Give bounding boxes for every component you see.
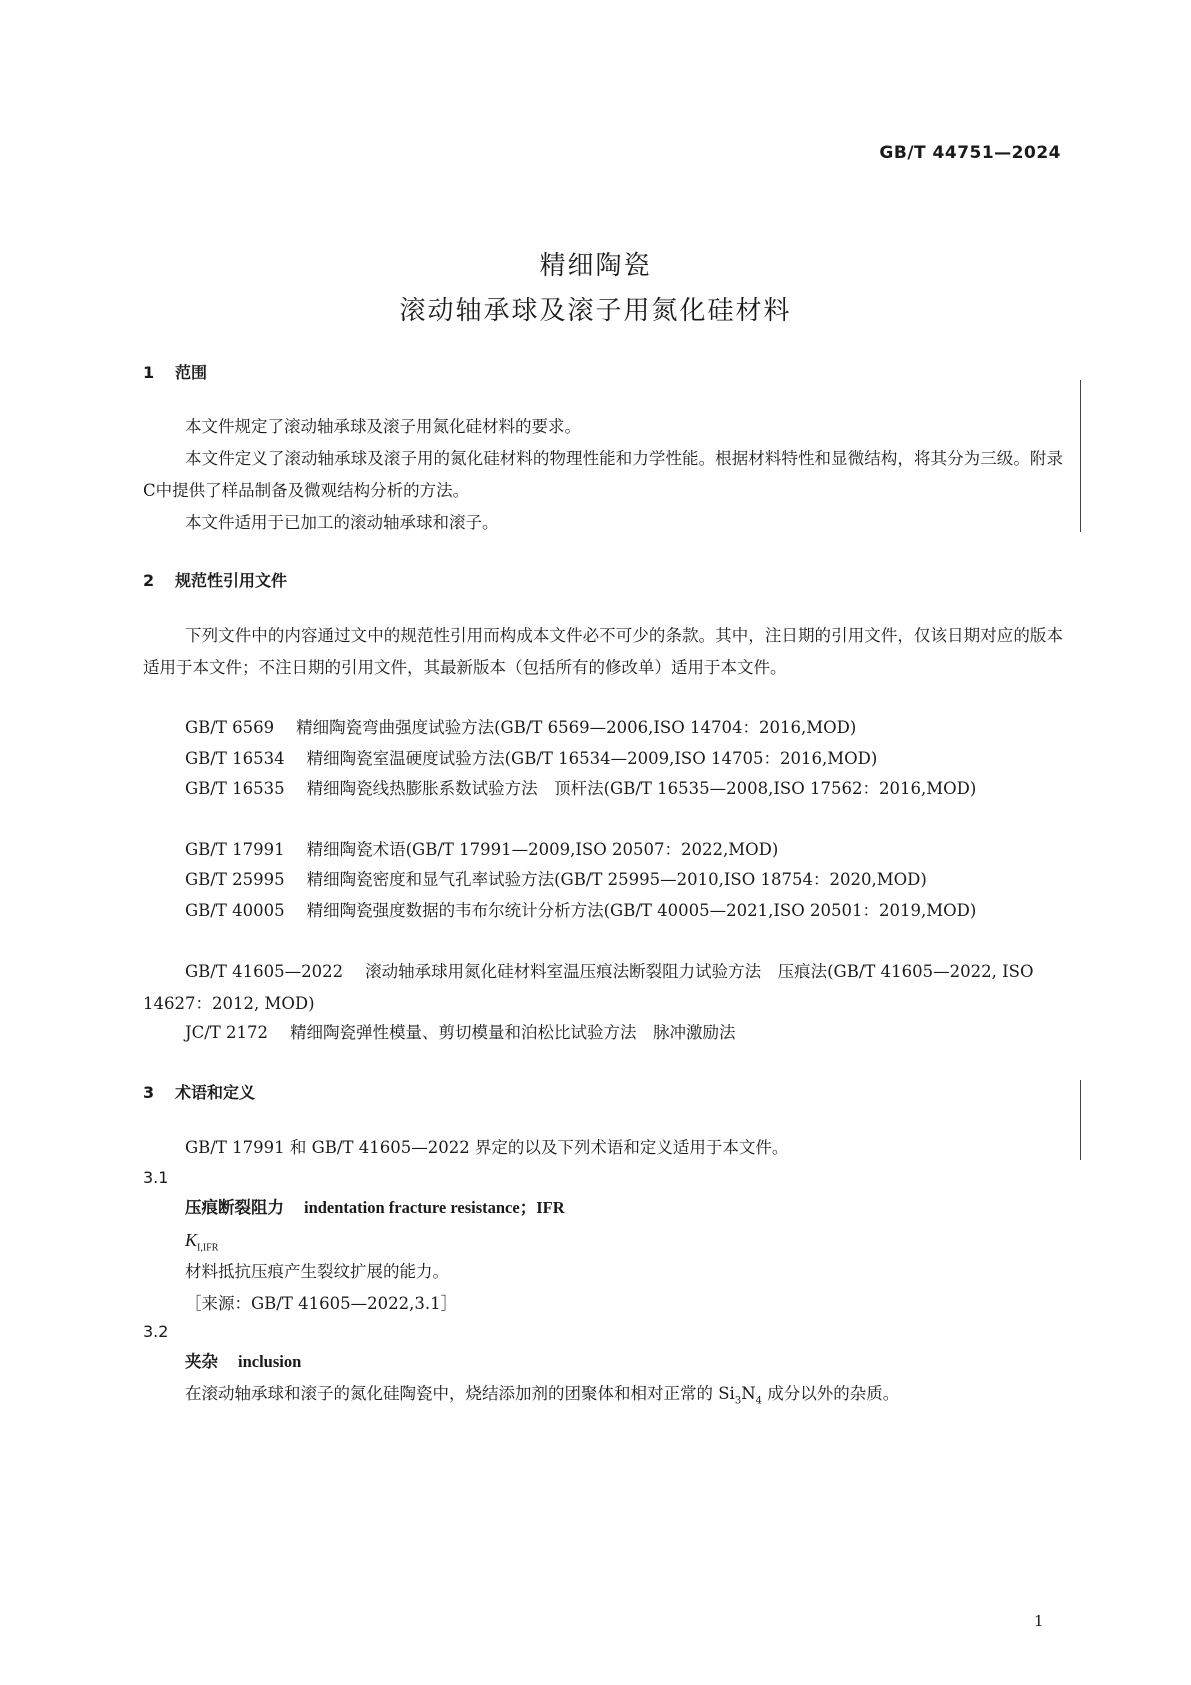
section-title: 范围 [175, 363, 208, 382]
reference-item [143, 743, 1063, 775]
reference-item [143, 773, 1063, 805]
reference-code: GB/T 25995 [185, 870, 285, 889]
reference-item [143, 834, 1063, 866]
paragraph: 下列文件中的内容通过文中的规范性引用而构成本文件必不可少的条款。其中，注日期的引用文件，仅该日期对应的版本适用于本文件；不注日期的引用文件，其最新版本（包括所有的修改单）适用于本文件。 [143, 626, 1063, 677]
section-number: 2 [143, 571, 155, 590]
reference-title: 精细陶瓷弯曲强度试验方法(GB/T 6569—2006,ISO 14704：2016,MOD) [296, 718, 857, 737]
term-chinese: 夹杂 [185, 1352, 218, 1371]
term-heading [185, 1346, 301, 1378]
section-number: 1 [143, 363, 155, 382]
reference-code: GB/T 16535 [185, 779, 285, 798]
paragraph: 本文件适用于已加工的滚动轴承球和滚子。 [185, 513, 499, 532]
section-title: 术语和定义 [175, 1083, 256, 1102]
reference-code: GB/T 6569 [185, 718, 275, 737]
reference-title: 精细陶瓷线热膨胀系数试验方法 顶杆法(GB/T 16535—2008,ISO 17562：2016,MOD) [306, 779, 977, 798]
subscript: 4 [755, 1395, 763, 1407]
section-1-heading [143, 360, 207, 383]
subscript: 3 [734, 1395, 742, 1407]
formula-letter: N [741, 1384, 756, 1403]
section-2-heading [143, 568, 287, 591]
reference-title: 精细陶瓷强度数据的韦布尔统计分析方法(GB/T 40005—2021,ISO 20501：2019,MOD) [306, 901, 977, 920]
section-3-heading [143, 1080, 255, 1103]
reference-code: GB/T 17991 [185, 840, 285, 859]
reference-title: 精细陶瓷术语(GB/T 17991—2009,ISO 20507：2022,MOD) [306, 840, 779, 859]
term-chinese: 压痕断裂阻力 [185, 1198, 284, 1217]
term-number: 3.2 [143, 1322, 169, 1341]
document-title-line1: 精细陶瓷 [539, 251, 652, 281]
definition-text: 在滚动轴承球和滚子的氮化硅陶瓷中，烧结添加剂的团聚体和相对正常的 Si [185, 1384, 735, 1403]
reference-title: 滚动轴承球用氮化硅材料室温压痕法断裂阻力试验方法 压痕法(GB/T 41605—2022, ISO 14627：2012, MOD) [143, 962, 1034, 1013]
symbol-letter: K [185, 1230, 198, 1250]
reference-item [143, 895, 1063, 927]
reference-item [143, 712, 1063, 744]
reference-code: JC/T 2172 [185, 1023, 269, 1042]
document-title-line2: 滚动轴承球及滚子用氮化硅材料 [399, 296, 792, 326]
reference-code: GB/T 41605—2022 [185, 962, 344, 981]
reference-item [143, 864, 1063, 896]
reference-title: 精细陶瓷室温硬度试验方法(GB/T 16534—2009,ISO 14705：2016,MOD) [306, 749, 878, 768]
paragraph: 本文件规定了滚动轴承球及滚子用氮化硅材料的要求。 [185, 417, 581, 436]
paragraph: 本文件定义了滚动轴承球及滚子用的氮化硅材料的物理性能和力学性能。根据材料特性和显微结构，将其分为三级。附录C中提供了样品制备及微观结构分析的方法。 [143, 449, 1063, 500]
term-english: inclusion [238, 1352, 302, 1371]
reference-code: GB/T 16534 [185, 749, 285, 768]
change-bar [1080, 380, 1081, 532]
reference-code: GB/T 40005 [185, 901, 285, 920]
paragraph: GB/T 17991 和 GB/T 41605—2022 界定的以及下列术语和定义适用于本文件。 [185, 1138, 789, 1157]
term-heading [185, 1192, 565, 1224]
term-definition: 材料抵抗压痕产生裂纹扩展的能力。 [185, 1262, 449, 1281]
reference-title: 精细陶瓷密度和显气孔率试验方法(GB/T 25995—2010,ISO 18754：2020,MOD) [306, 870, 927, 889]
reference-item [143, 1017, 1063, 1049]
term-source: ［来源：GB/T 41605—2022,3.1］ [185, 1294, 458, 1313]
reference-item [143, 956, 1063, 1020]
reference-title: 精细陶瓷弹性模量、剪切模量和泊松比试验方法 脉冲激励法 [290, 1023, 736, 1042]
change-bar [1080, 1080, 1081, 1160]
page-number: 1 [1034, 1612, 1044, 1630]
standard-number: GB/T 44751—2024 [879, 143, 1061, 163]
term-number: 3.1 [143, 1168, 169, 1187]
symbol-subscript: I,IFR [197, 1242, 219, 1254]
section-number: 3 [143, 1083, 155, 1102]
term-definition [143, 1378, 1063, 1417]
section-title: 规范性引用文件 [175, 571, 288, 590]
definition-text: 成分以外的杂质。 [762, 1384, 900, 1403]
term-english: indentation fracture resistance；IFR [304, 1198, 565, 1217]
